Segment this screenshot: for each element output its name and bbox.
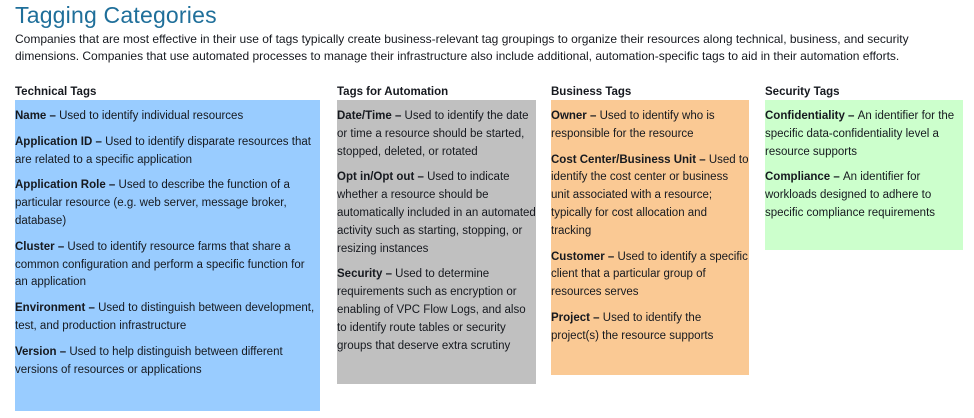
term: Opt in/Opt out – [337,171,428,184]
description: Used to identify the cost center or business unit associated with a resource; typically for cost allocation and tracking [551,153,749,237]
list-item [15,108,320,126]
description: Used to distinguish between development, test, and production infrastructure [15,302,315,332]
list-item [765,108,963,161]
description: Used to identify resource farms that share a common configuration and perform a specific function for an application [15,240,305,289]
security-tags-header: Security Tags [765,86,840,98]
description: Used to identify a specific client that a particular group of resources serves [551,250,748,299]
term: Application ID – [15,135,106,148]
technical-tags-header: Technical Tags [15,86,97,98]
term: Compliance – [765,171,843,184]
list-item [337,108,536,161]
term: Confidentiality – [765,110,858,122]
description: Used to identify individual resources [59,110,244,122]
term: Cluster – [15,240,68,253]
list-item [15,344,320,380]
term: Environment – [15,302,99,315]
description: Used to describe the function of a particular resource (e.g. web server, message broker, database) [15,179,290,227]
description: Used to identify the date or time a resource should be started, stopped, deleted, or rotated [337,110,529,158]
list-item [551,108,749,144]
business-tags-header: Business Tags [551,86,632,98]
list-item [15,300,320,336]
list-item [551,310,749,346]
list-item [15,239,320,292]
term: Name – [15,110,60,122]
term: Version – [15,345,70,358]
term: Cost Center/Business Unit – [551,153,709,166]
list-item [337,169,536,258]
description: Used to identify the project(s) the resource supports [551,311,714,342]
page-title: Tagging Categories [15,2,217,28]
list-item [765,169,963,222]
term: Security – [337,268,396,281]
automation-tags-header: Tags for Automation [337,86,449,98]
description: An identifier for the specific data-confidentiality level a resource supports [765,110,955,158]
term: Customer – [551,250,618,263]
description: Used to determine requirements such as encryption or enabling of VPC Flow Logs, and also to identify route tables or security groups that deserve extra scrutiny [337,268,526,352]
technical-tags-box [15,100,320,411]
automation-tags-box [337,100,536,384]
list-item [551,249,749,302]
description: Used to identify disparate resources that are related to a specific application [15,135,311,166]
security-tags-box [765,100,963,250]
list-item [15,177,320,230]
term: Date/Time – [337,110,405,122]
description: An identifier for workloads designed to adhere to specific compliance requirements [765,171,936,219]
term: Owner – [551,110,600,122]
list-item [337,266,536,355]
list-item [551,152,749,241]
term: Application Role – [15,179,119,192]
list-item [15,134,320,170]
term: Project – [551,311,603,324]
business-tags-box [551,100,749,375]
description: Used to indicate whether a resource should be automatically included in an automated activity such as starting, stopping, or resizing instances [337,171,536,255]
description: Used to help distinguish between different versions of resources or applications [15,345,283,376]
description: Used to identify who is responsible for the resource [551,110,715,140]
intro-paragraph: Companies that are most effective in their use of tags typically create business-relevant tag groupings to organize their resources along technical, business, and security dimensions. Companies that use automated processes to manage their infrastructure also include additional, automation-specific tags to aid in their automation efforts. [15,32,909,63]
